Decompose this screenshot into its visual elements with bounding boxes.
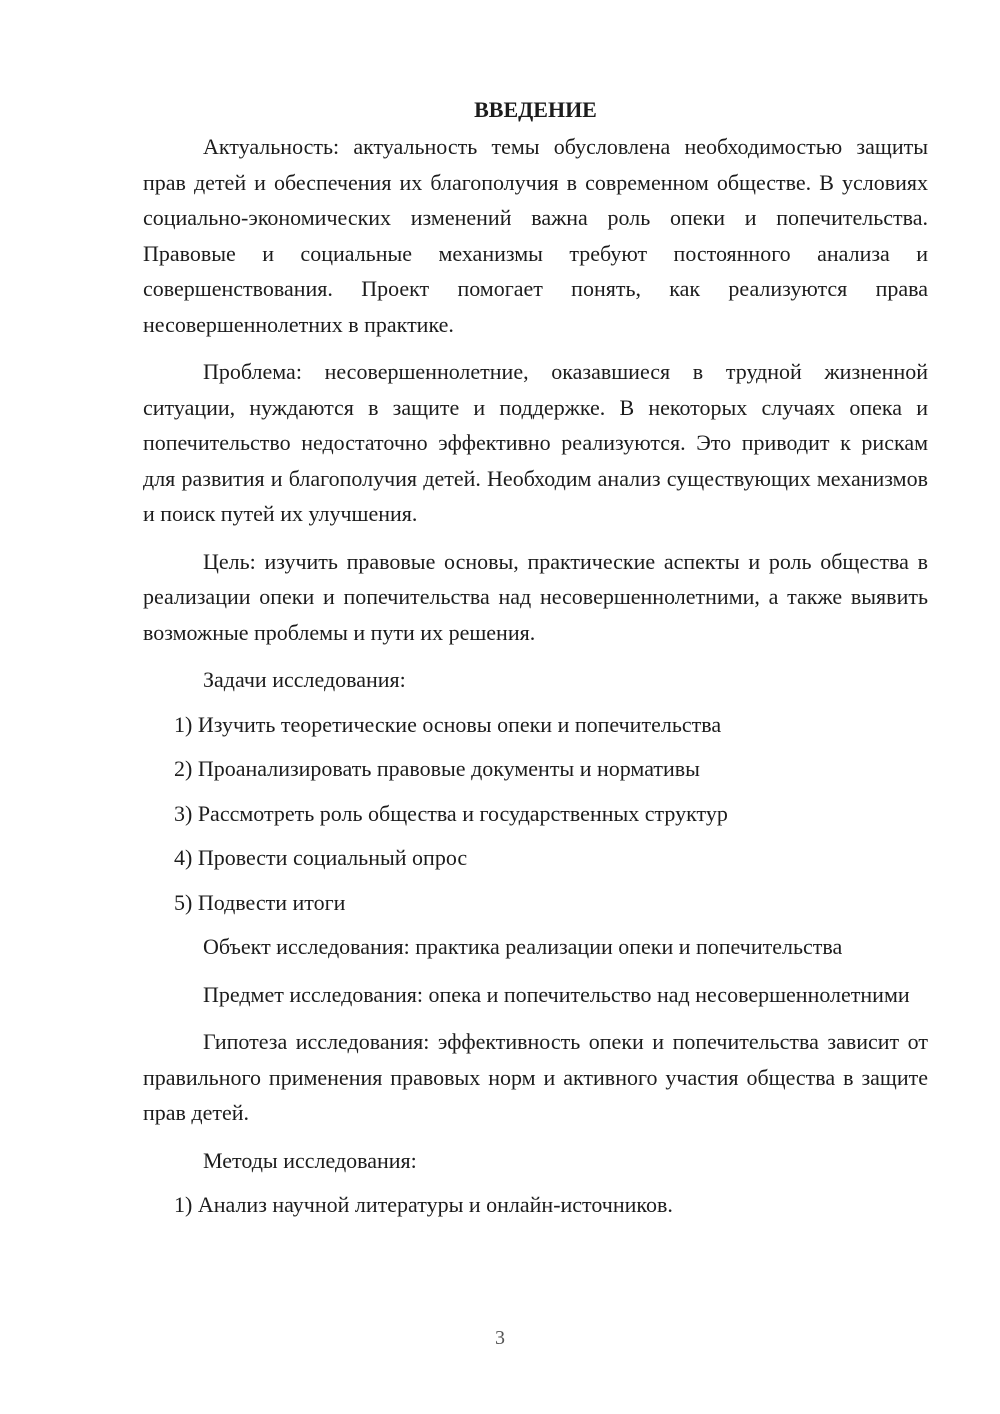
page-number: 3 xyxy=(495,1327,505,1349)
tasks-list xyxy=(143,707,928,921)
page-title: ВВЕДЕНИЕ xyxy=(474,97,597,122)
goal-paragraph: Цель: изучить правовые основы, практические аспекты и роль общества в реализации опеки и попечительства над несовершеннолетними, а также выявить возможные проблемы и пути их решения. xyxy=(143,548,928,645)
document-body xyxy=(143,92,928,1223)
list-item: 2) Проанализировать правовые документы и нормативы xyxy=(174,756,700,781)
tasks-heading: Задачи исследования: xyxy=(203,667,406,692)
list-item: 5) Подвести итоги xyxy=(174,889,346,915)
relevance-paragraph: Актуальность: актуальность темы обусловлена необходимостью защиты прав детей и обеспечения их благополучия в современном обществе. В условиях социально-экономических изменений важна роль опеки и попечительства. Правовые и социальные механизмы требуют постоянного анализа и совершенствования. Проект помогает понять, как реализуются права несовершеннолетних в практике. xyxy=(143,134,928,337)
list-item: 1) Изучить теоретические основы опеки и попечительства xyxy=(174,711,722,737)
hypothesis-paragraph: Гипотеза исследования: эффективность опеки и попечительства зависит от правильного применения правовых норм и активного участия общества в защите прав детей. xyxy=(143,1029,928,1125)
problem-paragraph: Проблема: несовершеннолетние, оказавшиеся в трудной жизненной ситуации, нуждаются в защите и поддержке. В некоторых случаях опека и попечительство недостаточно эффективно реализуются. Это приводит к рискам для развития и благополучия детей. Необходим анализ существующих механизмов и поиск путей их улучшения. xyxy=(143,359,928,526)
methods-heading: Методы исследования: xyxy=(203,1147,417,1173)
list-item: 4) Провести социальный опрос xyxy=(174,845,468,870)
list-item: 3) Рассмотреть роль общества и государственных структур xyxy=(174,800,728,826)
methods-list xyxy=(143,1187,928,1223)
object-paragraph: Объект исследования: практика реализации опеки и попечительства xyxy=(203,934,843,959)
subject-paragraph: Предмет исследования: опека и попечительство над несовершеннолетними xyxy=(203,981,910,1007)
list-item: 1) Анализ научной литературы и онлайн-источников. xyxy=(174,1192,673,1217)
